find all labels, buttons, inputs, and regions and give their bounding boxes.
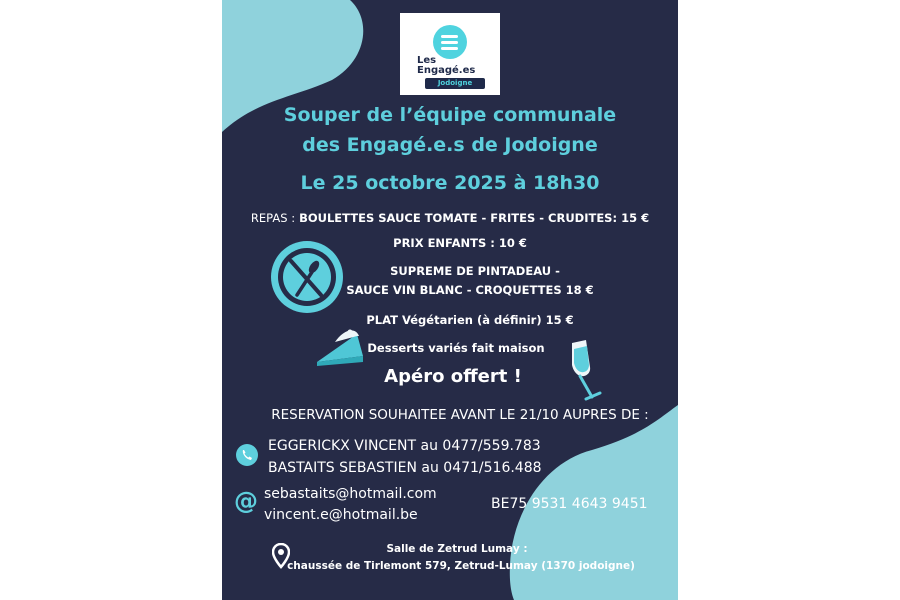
menu-supreme-line-2: SAUCE VIN BLANC - CROQUETTES 18 € [346, 283, 594, 297]
menu-repas-label: REPAS : [250, 211, 296, 225]
logo-text-engages: Engagé.es [417, 65, 476, 76]
apero-offert: Apéro offert ! [384, 366, 522, 387]
email-1[interactable]: sebastaits@hotmail.com [264, 486, 437, 502]
menu-repas-value: BOULETTES SAUCE TOMATE - FRITES - CRUDITES: 15 € [299, 211, 650, 225]
logo-text-les: Les [417, 55, 437, 66]
at-icon: @ [234, 487, 258, 515]
title-line-1: Souper de l’équipe communale [283, 104, 617, 126]
menu-prix-enfants: PRIX ENFANTS : 10 € [393, 236, 527, 250]
plate-icon [267, 237, 347, 317]
menu-vegetarien: PLAT Végétarien (à définir) 15 € [366, 313, 574, 327]
email-2[interactable]: vincent.e@hotmail.be [264, 507, 418, 523]
reservation-notice: RESERVATION SOUHAITEE AVANT LE 21/10 AUPRES DE : [271, 407, 649, 423]
poster [222, 0, 678, 600]
champagne-glass-icon [562, 335, 612, 405]
logo [400, 13, 500, 95]
menu-repas [222, 211, 678, 225]
menu-desserts: Desserts variés fait maison [367, 341, 545, 355]
phone-contact-2: BASTAITS SEBASTIEN au 0471/516.488 [268, 460, 542, 476]
title-line-2: des Engagé.e.s de Jodoigne [302, 134, 598, 156]
logo-text-jodoigne: Jodoigne [437, 79, 473, 87]
phone-icon [236, 444, 258, 466]
address-venue: Salle de Zetrud Lumay : [386, 543, 528, 555]
pie-icon [315, 322, 370, 367]
address-street: chaussée de Tirlemont 579, Zetrud-Lumay (1370 jodoigne) [287, 560, 635, 572]
menu-supreme-line-1: SUPREME DE PINTADEAU - [390, 264, 560, 278]
phone-contact-1: EGGERICKX VINCENT au 0477/559.783 [268, 438, 541, 454]
event-date: Le 25 octobre 2025 à 18h30 [300, 172, 600, 194]
iban: BE75 9531 4643 9451 [491, 496, 648, 512]
